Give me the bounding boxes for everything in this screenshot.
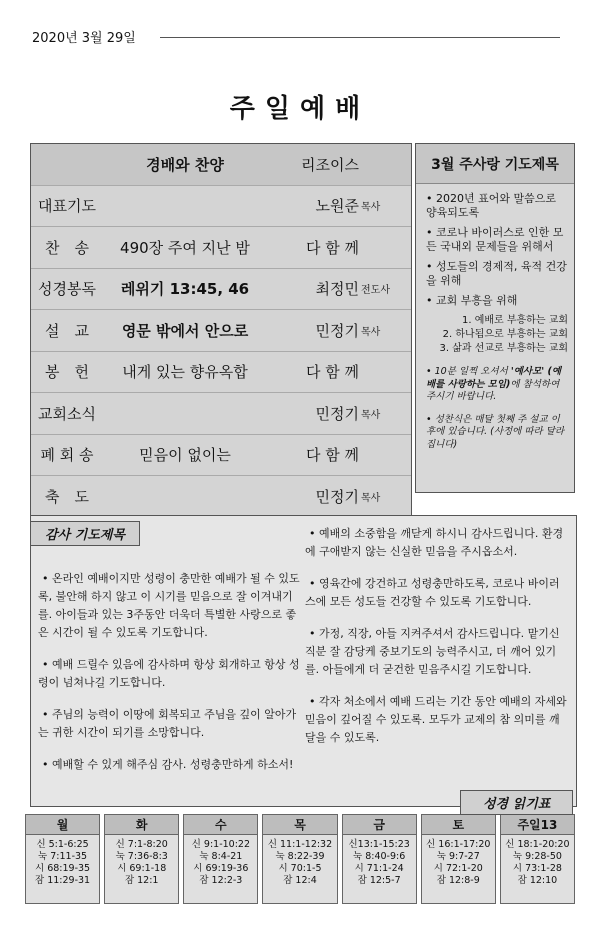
- order-label: 폐 회 송: [40, 446, 94, 465]
- worship-order-row: [31, 186, 411, 228]
- worship-order-row: [31, 393, 411, 435]
- order-leader: 최정민: [315, 280, 359, 299]
- bible-reading: 신 9:1-10:22: [191, 839, 250, 850]
- bible-reading: 눅 8:4-21: [199, 851, 243, 862]
- early-arrival-note: [416, 366, 574, 404]
- order-leader: 다 함 께: [305, 238, 359, 257]
- bible-reading: 잠 12:2-3: [199, 875, 243, 886]
- bible-day-column: [104, 814, 179, 904]
- bible-day-column: [262, 814, 337, 904]
- bible-day-readings: [26, 835, 99, 887]
- order-leader: 민정기: [315, 321, 359, 340]
- order-label: 찬 송: [45, 238, 89, 257]
- bible-day-readings: [422, 835, 495, 887]
- bible-day-label: 월: [26, 815, 99, 835]
- order-label: 설 교: [45, 321, 89, 340]
- bible-reading: 눅 7:11-35: [38, 851, 88, 862]
- bible-reading: 신 11:1-12:32: [267, 839, 333, 850]
- bible-reading: 잠 12:10: [517, 875, 558, 886]
- monthly-prayer-list: [416, 192, 574, 308]
- worship-order-row: [31, 310, 411, 352]
- worship-order-row: [31, 269, 411, 311]
- bible-reading-heading: 성경 읽기표: [460, 790, 573, 815]
- monthly-prayer-box: [415, 143, 575, 493]
- order-leader-title: 목사: [361, 409, 381, 421]
- bible-day-readings: [501, 835, 574, 887]
- order-content: 490장 주여 지난 밤: [120, 238, 250, 257]
- prayer-subitem: 2. 하나됨으로 부흥하는 교회: [442, 329, 568, 340]
- bible-reading: 시 71:1-24: [354, 863, 404, 874]
- thanks-item: • 예배 드릴수 있음에 감사하며 항상 회개하고 항상 성령이 넘쳐나길 기도합니다.: [38, 658, 300, 689]
- note-text: 에 참석하여 주시기 바랍니다.: [426, 378, 560, 402]
- order-label: 봉 헌: [45, 363, 89, 382]
- prayer-item: • 교회 부흥을 위해: [426, 294, 518, 307]
- bible-reading: 신 18:1-20:20: [505, 839, 570, 850]
- bible-day-column: [25, 814, 100, 904]
- communion-note: • 성찬식은 매달 첫째 주 설교 이후에 있습니다. (사정에 따라 달라집니다): [426, 413, 565, 450]
- bible-reading: 시 70:1-5: [278, 863, 322, 874]
- bible-reading: 시 72:1-20: [433, 863, 483, 874]
- thanks-right-column: [305, 525, 570, 761]
- prayer-item: • 코로나 바이러스로 인한 모든 국내외 문제들을 위해서: [426, 226, 564, 253]
- bible-reading: 눅 7:36-8:3: [115, 851, 168, 862]
- bible-day-label: 금: [343, 815, 416, 835]
- bible-day-label: 화: [105, 815, 178, 835]
- order-label: 대표기도: [38, 197, 96, 216]
- worship-order-row: [31, 435, 411, 477]
- thanks-item: • 영육간에 강건하고 성령충만하도록, 코로나 바이러스에 모든 성도들 건강할 수 있도록 기도합니다.: [305, 577, 560, 608]
- order-content: 내게 있는 향유옥합: [122, 363, 248, 382]
- order-content: 믿음이 없이는: [139, 446, 231, 465]
- worship-order-header-row: [31, 144, 411, 186]
- prayer-item: • 2020년 표어와 말씀으로 양육되도록: [426, 192, 556, 219]
- order-leader: 다 함 께: [305, 446, 359, 465]
- prayer-subitem: 3. 삶과 선교로 부흥하는 교회: [439, 343, 568, 354]
- revival-subitems: [416, 314, 574, 356]
- bible-day-label: 목: [263, 815, 336, 835]
- bible-reading: 잠 12:1: [124, 875, 159, 886]
- bible-reading: 시 69:1-18: [117, 863, 167, 874]
- bible-reading: 잠 12:4: [283, 875, 317, 886]
- order-leader: 민정기: [315, 487, 359, 506]
- bible-day-column: [183, 814, 258, 904]
- note-emphasis: '예사모' (예배를 사랑하는 모임): [426, 366, 562, 390]
- prayer-item: • 성도들의 경제적, 육적 건강을 위해: [426, 260, 567, 287]
- note-text: • 10분 일찍 오셔서: [426, 366, 511, 377]
- bible-day-readings: [263, 835, 336, 887]
- bible-reading: 신 7:1-8:20: [115, 839, 168, 850]
- thanks-prayer-heading: 감사 기도제목: [30, 521, 140, 546]
- bible-reading: 눅 9:28-50: [512, 851, 562, 862]
- bulletin-date: 2020년 3월 29일: [32, 31, 136, 46]
- prayer-subitem: 1. 예배로 부흥하는 교회: [461, 315, 568, 326]
- order-content: 레위기 13:45, 46: [120, 280, 250, 299]
- thanks-item: • 온라인 예배이지만 성령이 충만한 예배가 될 수 있도록, 불안해 하지 않고 이 시기를 믿음으로 잘 이겨내기를. 아이들과 있는 3주동안 더욱더 특별한 사랑으로 좋은 시간이 될 수 있도록 기도합니다.: [38, 572, 300, 639]
- order-leader-title: 전도사: [361, 285, 390, 297]
- bible-day-readings: [105, 835, 178, 887]
- bible-reading: 잠 11:29-31: [35, 875, 91, 886]
- bible-reading: 시 69:19-36: [193, 863, 249, 874]
- order-leader: 다 함 께: [305, 363, 359, 382]
- order-leader-title: 목사: [361, 492, 381, 504]
- bible-reading: 시 68:19-35: [35, 863, 91, 874]
- bible-reading: 잠 12:8-9: [436, 875, 480, 886]
- order-leader-title: 목사: [361, 202, 381, 214]
- thanks-item: • 예배할 수 있게 해주심 감사. 성령충만하게 하소서!: [42, 758, 294, 771]
- bible-day-label: 수: [184, 815, 257, 835]
- bible-reading: 잠 12:5-7: [357, 875, 401, 886]
- worship-order-row: [31, 352, 411, 394]
- bible-reading: 눅 8:22-39: [275, 851, 325, 862]
- bible-reading: 신 5:1-6:25: [36, 839, 89, 850]
- order-leader: 리조이스: [301, 155, 359, 174]
- order-label: 교회소식: [38, 404, 96, 423]
- thanks-item: • 예배의 소중함을 깨닫게 하시니 감사드립니다. 환경에 구애받지 않는 신실한 믿음을 주시옵소서.: [305, 527, 564, 558]
- header-divider: [160, 37, 560, 38]
- bible-reading: 신 16:1-17:20: [426, 839, 491, 850]
- bible-day-label: 토: [422, 815, 495, 835]
- order-label: 성경봉독: [38, 280, 96, 299]
- worship-order-row: [31, 227, 411, 269]
- worship-order-table: [30, 143, 412, 518]
- page-title: 주일예배: [229, 94, 371, 124]
- bible-reading: 눅 9:7-27: [436, 851, 480, 862]
- order-leader: 민정기: [315, 404, 359, 423]
- bible-reading: 눅 8:40-9:6: [353, 851, 406, 862]
- bible-day-column: [342, 814, 417, 904]
- thanks-item: • 주님의 능력이 이땅에 회복되고 주님을 깊이 알아가는 귀한 시간이 되기를 소망합니다.: [38, 708, 297, 739]
- bible-day-readings: [184, 835, 257, 887]
- thanks-left-column: [38, 570, 300, 788]
- bible-reading: 신13:1-15:23: [348, 839, 410, 850]
- bible-day-column: [500, 814, 575, 904]
- thanks-item: • 가정, 직장, 아들 지켜주셔서 감사드립니다. 맡기신 직분 잘 감당케 중보기도의 능력주시고, 더 깨어 있기를. 아들에게 더 굳건한 믿음주시길 기도합니다.: [305, 627, 560, 676]
- order-content: 경배와 찬양: [146, 155, 224, 174]
- worship-order-row: [31, 476, 411, 517]
- order-content: 영문 밖에서 안으로: [121, 321, 249, 340]
- bible-reading: 시 73:1-28: [512, 863, 562, 874]
- order-leader-title: 목사: [361, 326, 381, 338]
- order-label: 축 도: [45, 487, 89, 506]
- order-leader: 노원준: [315, 197, 359, 216]
- monthly-prayer-heading: 3월 주사랑 기도제목: [416, 144, 574, 184]
- thanks-item: • 각자 처소에서 예배 드리는 기간 동안 예배의 자세와 믿음이 깊어질 수 있도록. 모두가 교제의 참 의미를 깨달을 수 있도록.: [305, 695, 567, 744]
- bible-reading-table: [25, 814, 575, 904]
- bible-day-readings: [343, 835, 416, 887]
- bible-day-column: [421, 814, 496, 904]
- bible-day-label: 주일13: [501, 815, 574, 835]
